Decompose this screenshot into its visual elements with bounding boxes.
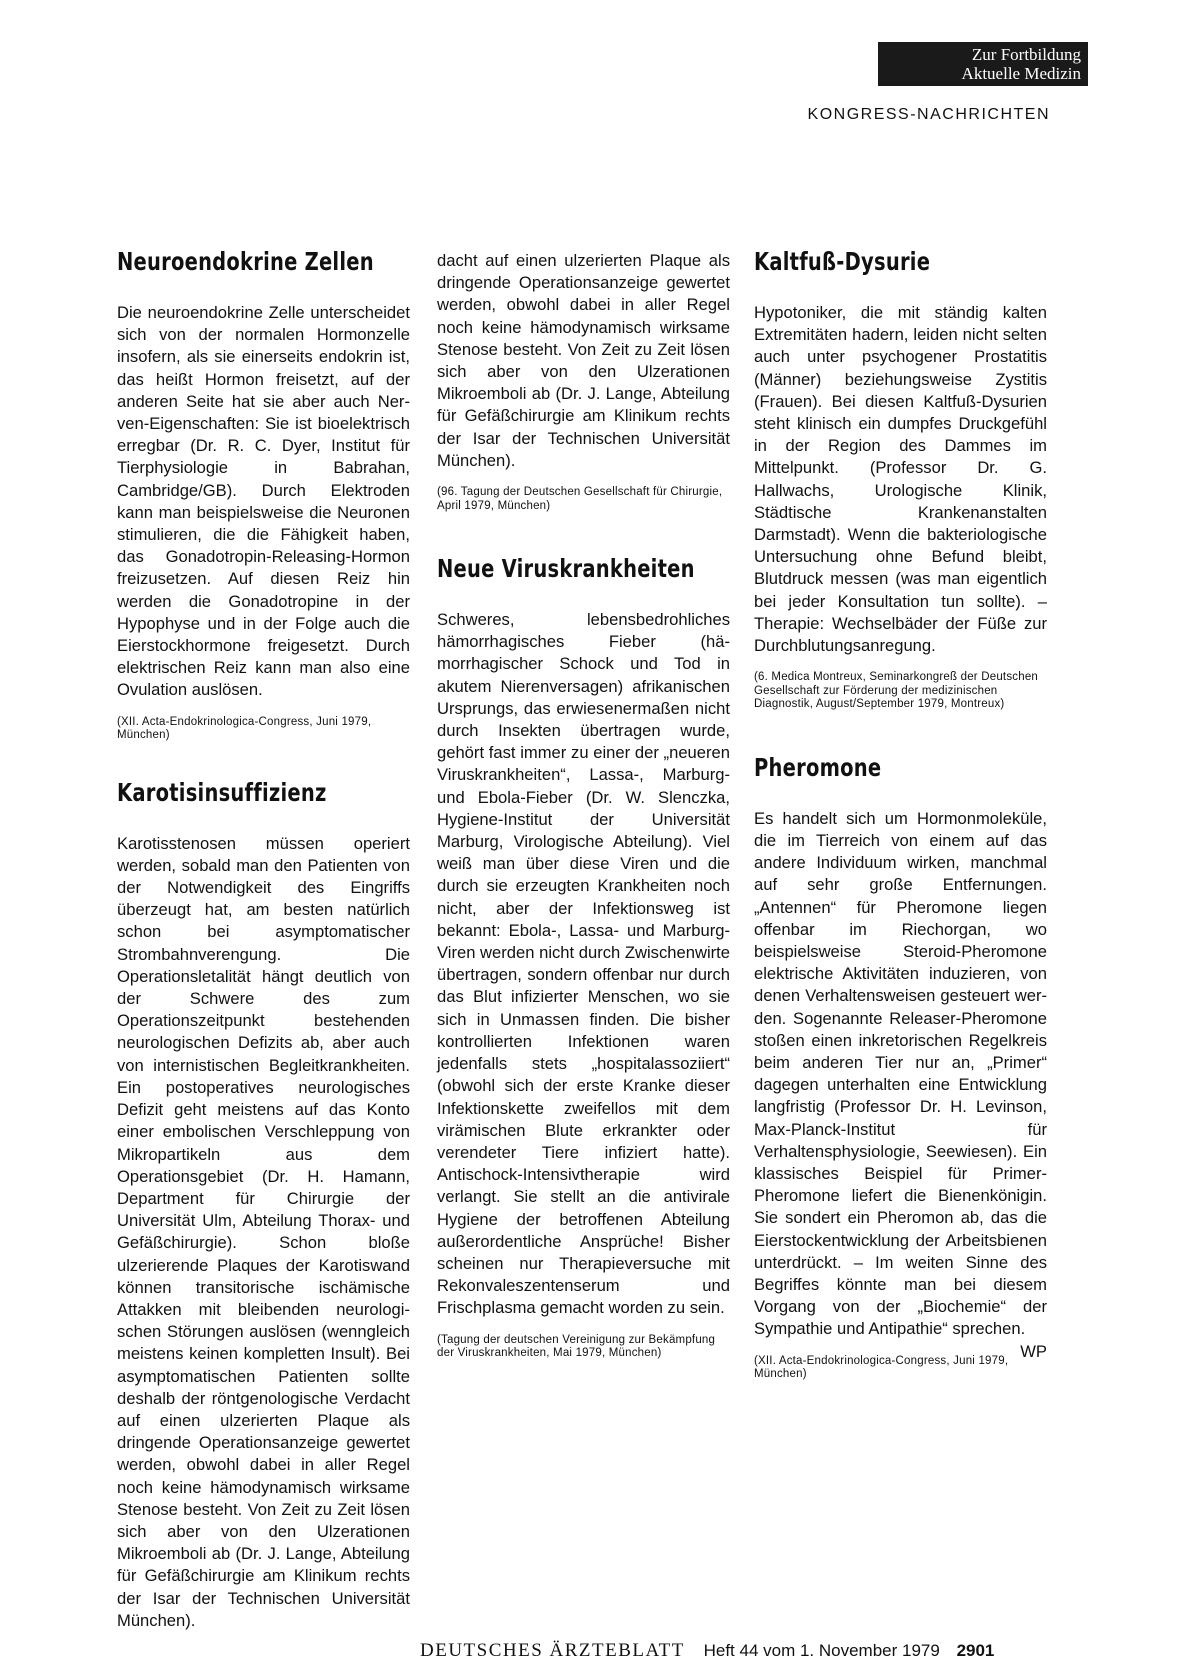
column-2 (437, 250, 730, 1395)
article-body: Karotisstenosen müssen operiert werden, sobald man den Patienten von der Notwendigkeit des Eingriffs überzeugt hat, am besten natürlich schon bei asymptomatischer Strombahnverengung. Die Operationsletalität hängt deutlich von der Schwere des zum Operationszeitpunkt bestehenden neurologischen Defizits ab, aber auch von internistischen Begleitkrankheiten. Ein postoperatives neurologisches Defizit geht meistens auf das Konto einer embolischen Verschleppung von Mikropartikeln aus dem Operationsgebiet (Dr. H. Hamann, Department für Chirurgie der Universität Ulm, Abteilung Thorax- und Gefäßchirurgie). Schon bloße ulzerierende Plaques der Karotiswand können transitorische ischämische Attakken mit bleibenden neurologischen Störungen auslösen (wenngleich meistens keinen kompletten Insult). Bei asymptomatischen Patienten sollte deshalb der röntgenologische Verdacht auf einen ulzerierten Plaque als dringende Operationsanzeige gewertet werden, obwohl dabei in aller Regel noch keine hämodynamisch wirksame Stenose besteht. Von Zeit zu Zeit lösen sich aber von den Ulzerationen Mikroemboli ab (Dr. J. Lange, Abteilung für Gefäßchirurgie am Klinikum rechts der Isar der Technischen Universität München). (117, 833, 410, 1630)
article-title: Karotisinsuffizienz (117, 777, 327, 807)
issue-info: Heft 44 vom 1. November 1979 (703, 1641, 940, 1660)
article-neue-viruskrankheiten (437, 553, 730, 1361)
badge-line-2: Aktuelle Medizin (961, 64, 1081, 83)
article-neuroendokrine-zellen (117, 246, 410, 743)
article-pheromone (754, 752, 1047, 1382)
author-signature: WP (1020, 1341, 1047, 1361)
category-badge (878, 42, 1088, 86)
article-karotisinsuffizienz (117, 777, 410, 1630)
badge-line-1: Zur Fortbildung (971, 45, 1081, 64)
article-title: Pheromone (754, 752, 882, 782)
article-body: Hypotoniker, die mit ständig kalten Extremitäten hadern, leiden nicht selten auch unter psychogener Prostatitis (Männer) beziehungsweise Zystitis (Frauen). Bei diesen Kaltfuß-Dysurien steht klinisch ein dumpfes Druckgefühl in der Region des Dammes im Mittelpunkt. (Professor Dr. G. Hallwachs, Urologische Klinik, Städtische Krankenanstalten Darmstadt). Wenn die bakteriologische Untersuchung ohne Befund bleibt, Blutdruck messen (was man eigentlich bei jeder Konsultation tun sollte). – Therapie: Wechselbäder der Füße zur Durchblutungsanregung. (754, 303, 1047, 656)
article-title: Kaltfuß-Dysurie (754, 247, 931, 276)
article-kaltfuss-dysurie (754, 246, 1047, 712)
page-footer (420, 1640, 1088, 1662)
article-body: Die neuroendokrine Zelle unterscheidet sich von der normalen Hormonzelle insofern, als sie einerseits endokrin ist, das heißt Hormon freisetzt, auf der anderen Seite hat sie aber auch Nerven-Eigenschaften: Sie ist bioelektrisch erregbar (Dr. R. C. Dyer, Institut für Tierphysiologie in Babrahan, Cambridge/GB). Durch Elektroden kann man beispielsweise die Neuronen stimulieren, die die Fähigkeit haben, das Gonadotropin-Releasing-Hormon freizusetzen. Auf diesen Reiz hin werden die Gonadotropine in der Hypophyse und in der Folge auch die Eierstockhormone freigesetzt. Durch elektrischen Reiz kann man also eine Ovulation auslösen. (117, 303, 410, 700)
article-source: (XII. Acta-Endokrinologica-Congress, Juni 1979, München) (754, 1354, 1009, 1381)
article-title: Neuroendokrine Zellen (117, 247, 374, 276)
article-source: (96. Tagung der Deutschen Gesellschaft für Chirurgie, April 1979, München) (437, 486, 723, 512)
article-body-continued: dacht auf einen ulzerierten Plaque als dringende Operationsanzeige gewertet werden, obwohl dabei in aller Regel noch keine hämodynamisch wirksame Stenose besteht. Von Zeit zu Zeit lösen sich aber von den Ulzerationen Mikroemboli ab (Dr. J. Lange, Abteilung für Gefäßchirurgie am Klinikum rechts der Isar der Technischen Universität München). (437, 251, 730, 470)
column-1 (117, 246, 410, 1630)
article-body: Schweres, lebensbedrohliches hämorrhagisches Fieber (hämorrhagischer Schock und Tod in akutem Nierenversagen) afrikanischen Ursprungs, das erwiesenermaßen nicht durch Insekten übertragen wurde, gehört fast immer zu einer der „neueren Viruskrankheiten“, Lassa-, Marburg- und Ebola-Fieber (Dr. W. Slenczka, Hygiene-Institut der Universität Marburg, Virologische Abteilung). Viel weiß man über diese Viren und die durch sie erzeugten Krankheiten noch nicht, aber der Infektionsweg ist bekannt: Ebola-, Lassa- und Marburg-Viren werden nicht durch Zwischenwirte übertragen, sondern offenbar nur durch das Blut infizierter Menschen, wo sie sich in Unmassen finden. Die bisher kontrollierten Infektionen waren jedenfalls stets „hospitalassoziiert“ (obwohl sich der erste Kranke dieser Infektionskette zweifellos mit dem virämischen Blute erkrankter oder verendeter Tiere infiziert hatte). Antischock-Intensivtherapie wird verlangt. Sie stellt an die antivirale Hygiene der betroffenen Abteilung außerordentliche Ansprüche! Bisher scheinen nur Therapieversuche mit Rekonvaleszentenserum und Frischplasma gemacht worden zu sein. (437, 610, 730, 1318)
article-body-wrapper (754, 808, 1047, 1361)
section-label: KONGRESS-NACHRICHTEN (807, 106, 1050, 123)
article-source: (XII. Acta-Endokrinologica-Congress, Juni 1979, München) (117, 715, 372, 742)
article-title: Neue Viruskrankheiten (437, 554, 695, 584)
article-karotisinsuffizienz-continued (437, 250, 730, 513)
journal-name: DEUTSCHES ÄRZTEBLATT (420, 1640, 685, 1661)
article-source: (Tagung der deutschen Vereinigung zur Bekämpfung der Viruskrankheiten, Mai 1979, München) (437, 1333, 716, 1360)
column-3 (754, 246, 1047, 1416)
page-number: 2901 (956, 1641, 995, 1660)
article-source: (6. Medica Montreux, Seminarkongreß der Deutschen Gesellschaft zur Förderung der medizinischen Diagnostik, August/September 1979, Montreux) (754, 671, 1039, 711)
article-body: Es handelt sich um Hormonmoleküle, die im Tierreich von einem auf das andere Individuum wirken, manchmal auf sehr große Entfernungen. „Antennen“ für Pheromone liegen offenbar im Riechorgan, wo beispielsweise Steroid-Pheromone elektrische Aktivitäten induzieren, von denen Verhaltensweisen gesteuert werden. Sogenannte Releaser-Pheromone stoßen einen inkretorischen Regelkreis beim anderen Tier nur an, „Primer“ dagegen unterhalten eine Entwicklung langfristig (Professor Dr. H. Levinson, Max-Planck-Institut für Verhaltensphysiologie, Seewiesen). Ein klassisches Beispiel für Primer-Pheromone liefert die Bienenkönigin. Sie sondert ein Pheromon ab, das die Eierstockentwicklung der Arbeitsbienen unterdrückt. – Im weiten Sinne des Begriffes könnte man bei diesem Vorgang von der „Biochemie“ der Sympathie und Antipathie“ sprechen. (754, 808, 1047, 1339)
article-body-part-1 (117, 833, 410, 1630)
